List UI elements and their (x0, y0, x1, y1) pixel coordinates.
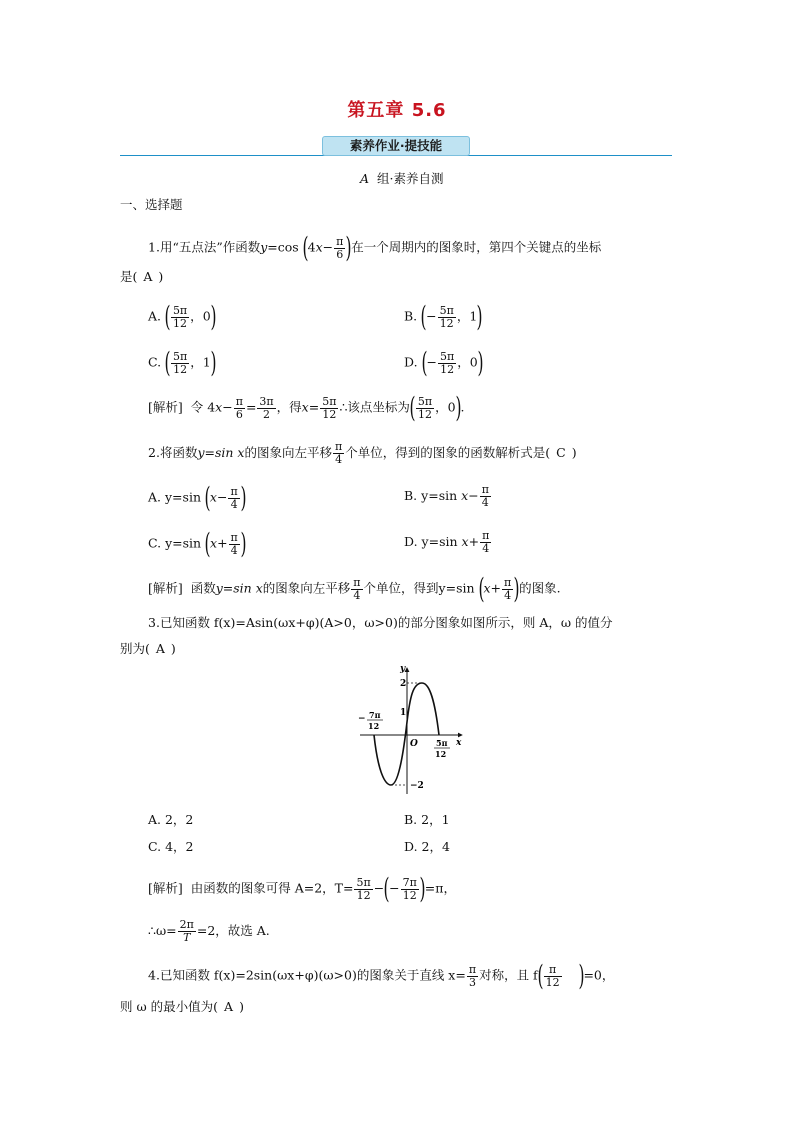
question-3-answer: 别为( A ) (120, 641, 176, 656)
group-heading: A 组·素养自测 (360, 171, 444, 186)
x-label: x (456, 738, 462, 748)
right-tick-num: 5π (436, 738, 448, 748)
q1-option-c[interactable]: C. ( $\frac{5\pi}{12}$ ，1) (148, 346, 217, 379)
q1-option-b[interactable]: B. (− $\frac{5\pi}{12}$ ，1) (404, 300, 483, 333)
left-tick-neg: − (358, 714, 366, 724)
q2-option-c[interactable]: C. y=sin (x+ $\frac{\pi}{4}$ ) (148, 527, 247, 560)
q3-option-b[interactable]: B. 2，1 (404, 812, 450, 827)
q3-solution-1: [解析] 由函数的图象可得 A=2，T= $\frac{5\pi}{12}$ −(− $\frac{7\pi}{12}$ )=π， (148, 872, 456, 905)
tick-2: 2 (400, 679, 407, 689)
sine-graph (355, 662, 470, 800)
right-tick-den: 12 (435, 749, 447, 759)
question-4-answer: 则 ω 的最小值为( A ) (120, 999, 244, 1014)
q3-solution-2: ∴ω= $\frac{2\pi}{T}$ =2，故选 A. (148, 918, 270, 944)
chapter-title: 第五章 5.6 (347, 100, 447, 121)
q3-option-a[interactable]: A. 2，2 (148, 812, 194, 827)
section-banner: 素养作业·提技能 (322, 136, 470, 156)
question-3-stem: 3.已知函数 f(x)=Asin(ωx+φ)(A>0，ω>0)的部分图象如图所示，则 A，ω 的值分 (148, 615, 613, 630)
y-label: y (400, 664, 406, 674)
q3-option-d[interactable]: D. 2，4 (404, 839, 450, 854)
q2-option-b[interactable]: B. y=sin x− $\frac{\pi}{4}$ (404, 483, 489, 509)
q2-option-a[interactable]: A. y=sin (x− $\frac{\pi}{4}$ ) (148, 481, 247, 514)
section-heading: 一、选择题 (120, 197, 183, 212)
q1-option-d[interactable]: D. (− $\frac{5\pi}{12}$ ，0) (404, 346, 484, 379)
question-4-stem: 4.已知函数 f(x)=2sin(ωx+φ)(ω>0)的图象关于直线 x= $\frac{\pi}{3}$ 对称，且 f( $\frac{\pi}{12}$ )=0， (148, 959, 615, 992)
q1-solution: [解析] 令 4x− $\frac{\pi}{6}$ = $\frac{3\pi}{2}$ ，得x= $\frac{5\pi}{12}$ ∴该点坐标为( $\frac{5\pi}{12}$ ，0). (148, 391, 465, 424)
left-tick-num: 7π (369, 710, 381, 720)
question-1-answer: 是( A ) (120, 269, 164, 284)
q3-option-c[interactable]: C. 4，2 (148, 839, 194, 854)
question-1-stem: 1.用“五点法”作函数y=cos (4x− $\frac{\pi}{6}$ )在一个周期内的图象时，第四个关键点的坐标 (148, 231, 602, 264)
origin-label: O (410, 739, 418, 749)
q2-solution: [解析] 函数y=sin x的图象向左平移 $\frac{\pi}{4}$ 个单位，得到y=sin (x+ $\frac{\pi}{4}$ )的图象. (148, 572, 561, 605)
tick-1: 1 (400, 708, 407, 718)
left-tick-den: 12 (368, 721, 380, 731)
tick-neg2: −2 (410, 781, 424, 791)
q2-option-d[interactable]: D. y=sin x+ $\frac{\pi}{4}$ (404, 529, 490, 555)
q1-option-a[interactable]: A. ( $\frac{5\pi}{12}$ ，0) (148, 300, 217, 333)
question-2-stem: 2.将函数y=sin x的图象向左平移 $\frac{\pi}{4}$ 个单位，得到的图象的函数解析式是( C ) (148, 440, 577, 466)
